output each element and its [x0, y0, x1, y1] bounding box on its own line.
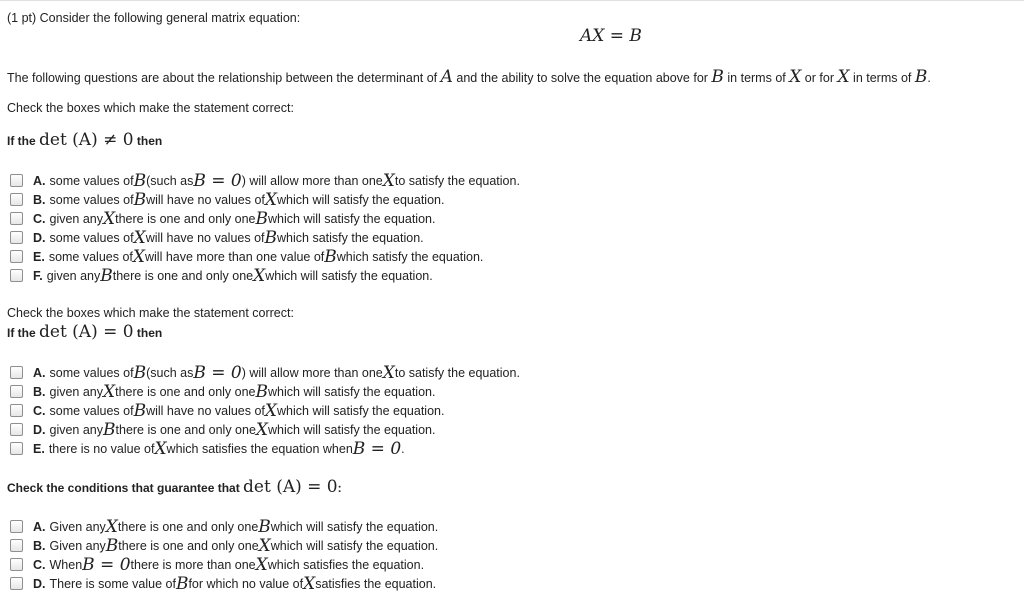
checkbox[interactable]	[10, 404, 23, 417]
section2-option-e[interactable]	[10, 440, 405, 457]
option-letter: D.	[33, 576, 46, 591]
checkbox[interactable]	[10, 366, 23, 379]
option-text: some values of	[49, 403, 134, 418]
option-text: which satisfy the equation.	[277, 230, 424, 245]
checkbox[interactable]	[10, 577, 23, 590]
option-text: which will satisfy the equation.	[270, 519, 439, 534]
section1-option-a[interactable]	[10, 172, 520, 189]
option-text: to satisfy the equation.	[394, 365, 520, 380]
checkbox[interactable]	[10, 558, 23, 571]
option-math: B	[264, 227, 278, 248]
option-text: some values of	[49, 173, 134, 188]
option-math: X	[154, 438, 167, 459]
option-math: B	[175, 573, 189, 594]
option-math: X	[103, 381, 116, 402]
option-letter: C.	[33, 557, 46, 572]
option-letter: E.	[33, 441, 45, 456]
option-text: (such as	[146, 365, 194, 380]
question-header: (1 pt) Consider the following general matrix equation:	[7, 11, 301, 25]
option-math: X	[133, 227, 146, 248]
option-text: will have no values of	[146, 192, 265, 207]
option-math: B = 0	[352, 438, 402, 459]
option-math: X	[103, 208, 116, 229]
option-math: B	[133, 400, 147, 421]
option-text: (such as	[146, 173, 194, 188]
option-text: there is more than one	[130, 557, 256, 572]
option-text: which will satisfy the equation.	[277, 192, 445, 207]
checkbox[interactable]	[10, 250, 23, 263]
section2-option-a[interactable]	[10, 364, 520, 381]
section2-instruction: Check the boxes which make the statement correct:	[7, 306, 294, 320]
checkbox[interactable]	[10, 539, 23, 552]
checkbox[interactable]	[10, 231, 23, 244]
option-math: B = 0	[193, 170, 242, 191]
option-text: which satisfies the equation.	[267, 557, 425, 572]
option-math: B	[100, 265, 113, 286]
option-math: B	[103, 419, 116, 440]
option-math: X	[303, 573, 316, 594]
option-math: X	[105, 516, 118, 537]
checkbox[interactable]	[10, 193, 23, 206]
option-text: satisfies the equation.	[315, 576, 437, 591]
option-text: some values of	[49, 192, 134, 207]
option-text: Given any	[49, 519, 106, 534]
option-letter: D.	[33, 422, 46, 437]
option-text: will have no values of	[146, 403, 265, 418]
option-letter: B.	[33, 538, 46, 553]
section3-condition: Check the conditions that guarantee that det (A) = 0:	[7, 477, 342, 497]
option-letter: C.	[33, 211, 46, 226]
option-letter: A.	[33, 519, 46, 534]
option-text: some values of	[49, 365, 134, 380]
option-math: X	[258, 535, 271, 556]
checkbox[interactable]	[10, 520, 23, 533]
section1-option-b[interactable]	[10, 191, 444, 208]
option-text: there is no value of	[48, 441, 155, 456]
option-math: B	[133, 170, 147, 191]
section3-option-d[interactable]	[10, 575, 436, 592]
option-letter: E.	[33, 249, 45, 264]
option-text: which will satisfy the equation.	[277, 403, 445, 418]
section3-option-a[interactable]	[10, 518, 438, 535]
option-text: ) will allow more than one	[241, 173, 383, 188]
checkbox[interactable]	[10, 442, 23, 455]
option-math: X	[264, 189, 278, 210]
option-letter: F.	[33, 268, 43, 283]
option-text: which will satisfy the equation.	[268, 384, 436, 399]
option-text: which satisfy the equation.	[336, 249, 484, 264]
checkbox[interactable]	[10, 269, 23, 282]
option-letter: A.	[33, 365, 46, 380]
option-text: to satisfy the equation.	[394, 173, 520, 188]
option-math: X	[255, 419, 269, 440]
intro-text: The following questions are about the relationship between the determinant of A and the ability to solve the equation above for B in terms of X or for X in terms of B.	[7, 67, 931, 87]
option-math: B	[133, 189, 147, 210]
section2-option-c[interactable]	[10, 402, 444, 419]
option-math: X	[132, 246, 145, 267]
section1-instruction: Check the boxes which make the statement correct:	[7, 101, 294, 115]
option-text: there is one and only one	[115, 211, 256, 226]
option-text: ) will allow more than one	[241, 365, 383, 380]
option-text: there is one and only one	[117, 519, 259, 534]
option-text: will have more than one value of	[145, 249, 325, 264]
checkbox[interactable]	[10, 212, 23, 225]
main-equation: AX = B	[580, 26, 642, 46]
section2-option-b[interactable]	[10, 383, 435, 400]
checkbox[interactable]	[10, 423, 23, 436]
option-text: which will satisfy the equation.	[268, 422, 436, 437]
top-divider	[0, 0, 1024, 1]
section3-option-b[interactable]	[10, 537, 438, 554]
option-text: there is one and only one	[118, 538, 259, 553]
section1-option-d[interactable]	[10, 229, 424, 246]
option-letter: B.	[33, 192, 46, 207]
section1-option-c[interactable]	[10, 210, 435, 227]
option-text: there is one and only one	[112, 268, 254, 283]
option-math: B = 0	[193, 362, 242, 383]
option-math: X	[382, 362, 395, 383]
option-text: which will satisfy the equation.	[265, 268, 433, 283]
option-letter: A.	[33, 173, 46, 188]
option-letter: D.	[33, 230, 46, 245]
section2-condition: If the det (A) = 0 then	[7, 322, 163, 342]
option-text: will have no values of	[145, 230, 265, 245]
option-text: Given any	[49, 538, 106, 553]
option-math: B	[133, 362, 147, 383]
option-text: given any	[46, 268, 101, 283]
section1-condition: If the det (A) ≠ 0 then	[7, 130, 163, 150]
option-text: there is one and only one	[115, 384, 256, 399]
option-math: B	[258, 516, 271, 537]
option-math: B	[255, 208, 269, 229]
option-math: X	[382, 170, 395, 191]
option-math: B = 0	[82, 554, 131, 575]
option-math: X	[253, 265, 266, 286]
option-text: some values of	[49, 230, 134, 245]
option-letter: B.	[33, 384, 46, 399]
option-text: which will satisfy the equation.	[270, 538, 439, 553]
option-text: there is one and only one	[115, 422, 256, 437]
checkbox[interactable]	[10, 385, 23, 398]
section1-option-f[interactable]	[10, 267, 433, 284]
section1-option-e[interactable]	[10, 248, 483, 265]
option-text: There is some value of	[49, 576, 176, 591]
option-math: B	[324, 246, 337, 267]
option-text: When	[49, 557, 83, 572]
checkbox[interactable]	[10, 174, 23, 187]
option-text: given any	[49, 422, 104, 437]
option-text: .	[401, 441, 405, 456]
option-text: given any	[49, 384, 104, 399]
option-text: some values of	[48, 249, 133, 264]
option-text: given any	[49, 211, 104, 226]
option-text: which will satisfy the equation.	[268, 211, 436, 226]
option-text: which satisfies the equation when	[166, 441, 353, 456]
section3-option-c[interactable]	[10, 556, 424, 573]
option-math: X	[255, 554, 268, 575]
option-letter: C.	[33, 403, 46, 418]
section2-option-d[interactable]	[10, 421, 435, 438]
option-math: B	[105, 535, 119, 556]
option-text: for which no value of	[188, 576, 304, 591]
option-math: B	[255, 381, 269, 402]
option-math: X	[264, 400, 278, 421]
